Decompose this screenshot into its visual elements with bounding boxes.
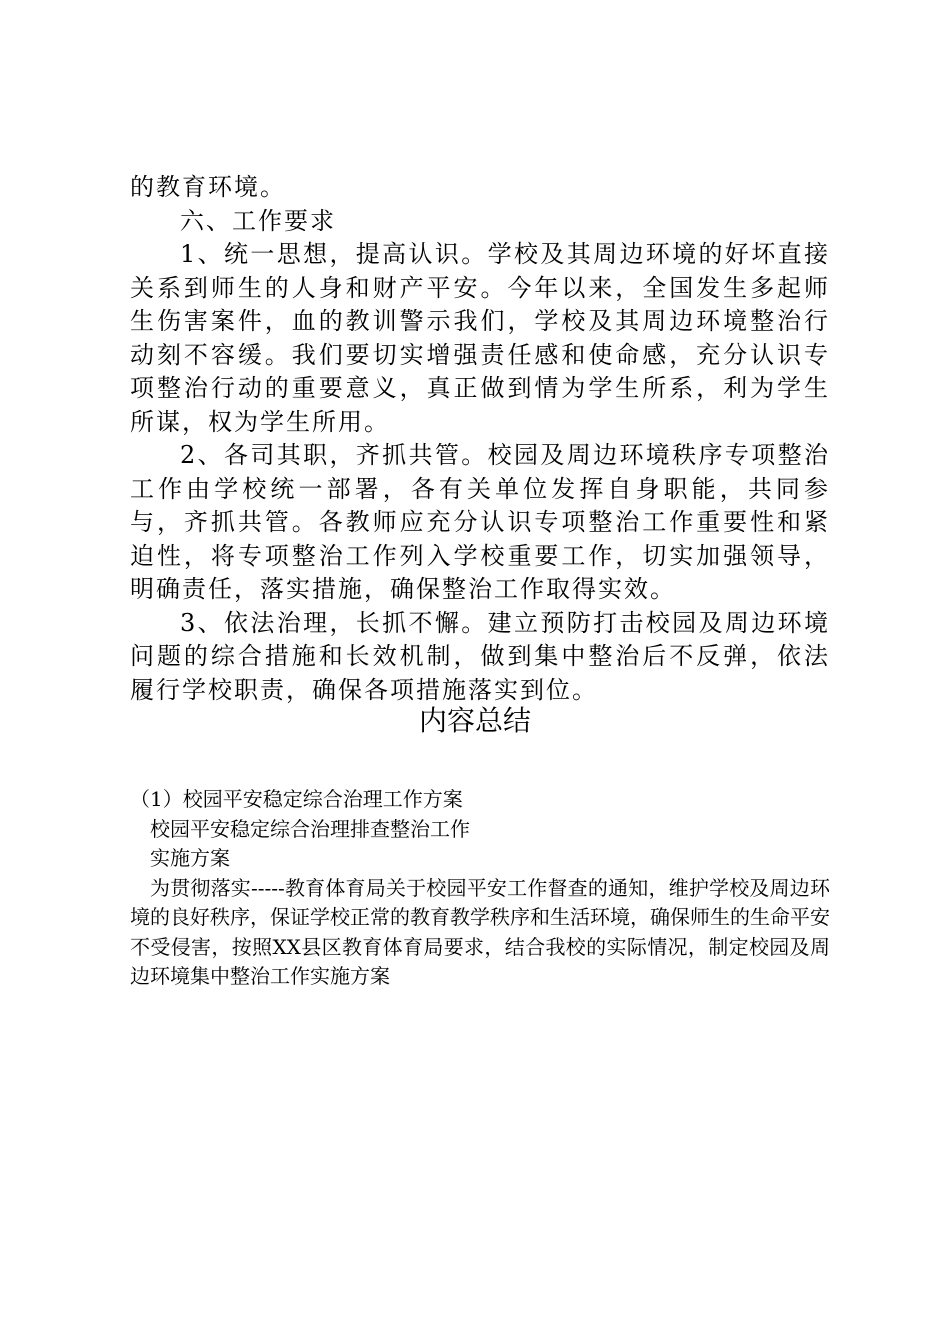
document-body: [130, 171, 830, 707]
summary-title: 内容总结: [418, 704, 531, 737]
continuation-text: 的教育环境。: [130, 173, 286, 201]
summary-subtitle-2: 实施方案: [150, 846, 230, 870]
requirement-paragraph-1: 1、统一思想，提高认识。学校及其周边环境的好坏直接关系到师生的人身和财产平安。今年以来，全国发生多起师生伤害案件，血的教训警示我们，学校及其周边环境整治行动刻不容缓。我们要切实增强责任感和使命感，充分认识专项整治行动的重要意义，真正做到情为学生所系，利为学生所谋，权为学生所用。: [130, 240, 830, 436]
requirement-paragraph-3: 3、依法治理，长抓不懈。建立预防打击校园及周边环境问题的综合措施和长效机制，做到集中整治后不反弹，依法履行学校职责，确保各项措施落实到位。: [130, 608, 830, 704]
section-heading: 六、工作要求: [180, 206, 336, 235]
summary-item: （1）校园平安稳定综合治理工作方案: [130, 787, 463, 811]
summary-section: [130, 785, 830, 992]
summary-paragraph: 为贯彻落实-----教育体育局关于校园平安工作督查的通知，维护学校及周边环境的良好秩序，保证学校正常的教育教学秩序和生活环境，确保师生的生命平安不受侵害，按照XX县区教育体育局要求，结合我校的实际情况，制定校园及周边环境集中整治工作实施方案: [130, 875, 830, 988]
requirement-paragraph-2: 2、各司其职，齐抓共管。校园及周边环境秩序专项整治工作由学校统一部署，各有关单位发挥自身职能，共同参与，齐抓共管。各教师应充分认识专项整治工作重要性和紧迫性，将专项整治工作列入学校重要工作，切实加强领导，明确责任，落实措施，确保整治工作取得实效。: [130, 441, 830, 603]
summary-subtitle: 校园平安稳定综合治理排查整治工作: [150, 816, 470, 841]
